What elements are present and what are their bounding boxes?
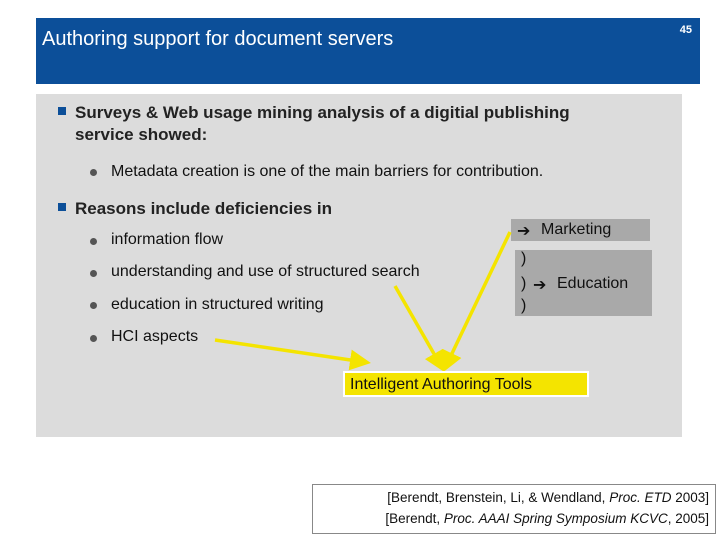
- callout-label: Intelligent Authoring Tools: [350, 376, 533, 393]
- reference-2: [385, 511, 709, 526]
- right-arrow-icon: ➔: [517, 223, 531, 240]
- brace-mark: ): [521, 275, 527, 292]
- sub-bullet-information-flow: information flow: [111, 231, 224, 248]
- arrow-from-hci: [215, 340, 364, 362]
- slide-title: Authoring support for document servers: [42, 28, 394, 50]
- reference-1-year: 2003]: [671, 490, 709, 505]
- arrow-from-search: [395, 286, 441, 366]
- sub-bullet-structured-search: understanding and use of structured search: [111, 263, 420, 280]
- bullet-surveys-line2: service showed:: [75, 125, 208, 144]
- reference-1-venue: Proc. ETD: [609, 490, 672, 505]
- education-label: Education: [557, 275, 629, 292]
- right-arrow-icon: ➔: [533, 277, 547, 294]
- reference-2-authors: [Berendt,: [385, 511, 444, 526]
- marketing-label: Marketing: [541, 221, 612, 238]
- reference-2-venue: Proc. AAAI Spring Symposium KCVC: [443, 511, 668, 526]
- sub-bullet-metadata: Metadata creation is one of the main barriers for contribution.: [111, 163, 544, 180]
- brace-mark: ): [521, 250, 527, 267]
- brace-mark: ): [521, 297, 527, 314]
- reference-1-authors: [Berendt, Brenstein, Li, & Wendland,: [387, 490, 610, 505]
- slide-number: 45: [679, 24, 692, 36]
- intelligent-authoring-tools-callout: [343, 371, 589, 397]
- references-box: [312, 484, 716, 534]
- bullet-surveys-line1: Surveys & Web usage mining analysis of a digitial publishing: [75, 103, 570, 122]
- sub-bullet-hci: HCI aspects: [111, 328, 199, 345]
- bullet-reasons: Reasons include deficiencies in: [75, 199, 332, 218]
- reference-1: [387, 490, 709, 505]
- arrow-from-marketing: [446, 232, 510, 366]
- reference-2-year: , 2005]: [667, 511, 709, 526]
- sub-bullet-structured-writing: education in structured writing: [111, 296, 324, 313]
